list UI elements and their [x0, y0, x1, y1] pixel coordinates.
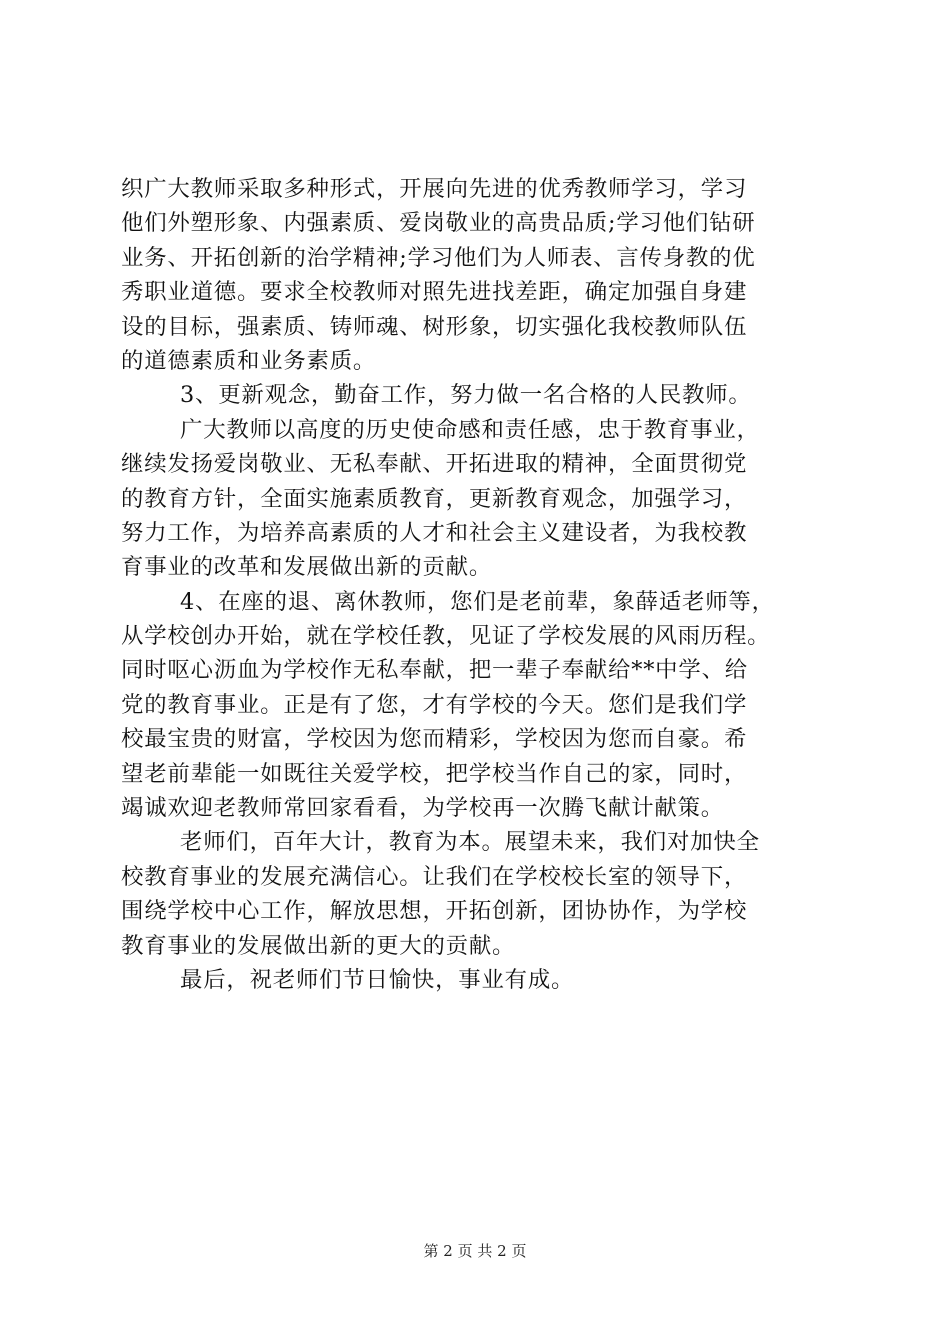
text-line: 望老前辈能一如既往关爱学校，把学校当作自己的家，同时， [121, 760, 748, 787]
document-body [121, 172, 833, 997]
text-line: 围绕学校中心工作，解放思想，开拓创新，团协协作，为学校 [121, 898, 748, 925]
text-line: 的教育方针，全面实施素质教育，更新教育观念，加强学习， [121, 485, 748, 512]
text-line: 最后，祝老师们节日愉快，事业有成。 [180, 966, 575, 993]
text-line: 教育事业的发展做出新的更大的贡献。 [121, 932, 516, 959]
text-line: 秀职业道德。要求全校教师对照先进找差距，确定加强自身建 [121, 279, 748, 306]
text-line: 同时呕心沥血为学校作无私奉献，把一辈子奉献给**中学、给 [121, 657, 748, 684]
text-line: 育事业的改革和发展做出新的贡献。 [121, 554, 493, 581]
text-line: 竭诚欢迎老教师常回家看看，为学校再一次腾飞献计献策。 [121, 795, 724, 822]
text-line: 老师们，百年大计，教育为本。展望未来，我们对加快全 [180, 829, 760, 856]
text-line: 3、更新观念，勤奋工作，努力做一名合格的人民教师。 [180, 382, 752, 409]
text-line: 的道德素质和业务素质。 [121, 347, 377, 374]
text-line: 织广大教师采取多种形式，开展向先进的优秀教师学习，学习 [121, 176, 748, 202]
text-line: 继续发扬爱岗敬业、无私奉献、开拓进取的精神，全面贯彻党 [121, 451, 748, 478]
text-line: 4、在座的退、离休教师，您们是老前辈，象薛适老师等， [180, 588, 775, 615]
text-line: 努力工作，为培养高素质的人才和社会主义建设者，为我校教 [121, 519, 748, 546]
text-line: 校最宝贵的财富，学校因为您而精彩，学校因为您而自豪。希 [121, 726, 748, 753]
text-line: 校教育事业的发展充满信心。让我们在学校校长室的领导下， [121, 863, 748, 890]
text-line: 广大教师以高度的历史使命感和责任感，忠于教育事业， [180, 416, 760, 443]
text-line: 他们外塑形象、内强素质、爱岗敬业的高贵品质;学习他们钻研 [121, 210, 756, 237]
page-footer: 第 2 页 共 2 页 [423, 1242, 527, 1260]
text-line: 党的教育事业。正是有了您，才有学校的今天。您们是我们学 [121, 691, 748, 718]
text-line: 从学校创办开始，就在学校任教，见证了学校发展的风雨历程。 [121, 623, 771, 650]
text-line: 业务、开拓创新的治学精神;学习他们为人师表、言传身教的优 [121, 244, 756, 271]
text-line: 设的目标，强素质、铸师魂、树形象，切实强化我校教师队伍 [121, 313, 748, 340]
